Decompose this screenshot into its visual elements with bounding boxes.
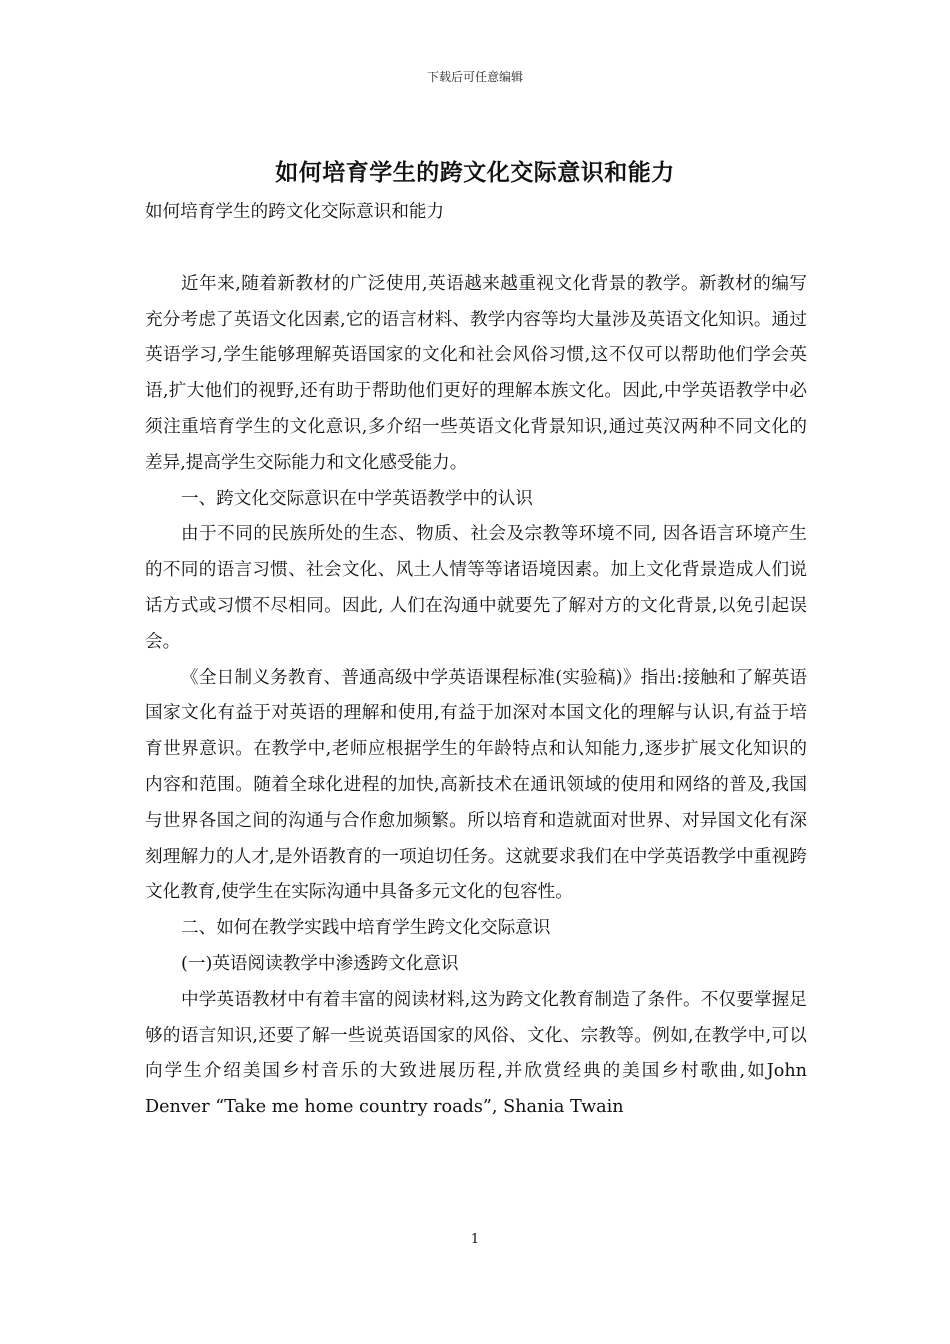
section-heading-2: 二、如何在教学实践中培育学生跨文化交际意识	[181, 918, 551, 939]
paragraph-section-1b: 《全日制义务教育、普通高级中学英语课程标准(实验稿)》指出:接触和了解英语国家文化有益于对英语的理解和使用,有益于加深对本国文化的理解与认识,有益于培育世界意识。在教学中,老师应根据学生的年龄特点和认知能力,逐步扩展文化知识的内容和范围。随着全球化进程的加快,高新技术在通讯领域的使用和网络的普及,我国与世界各国之间的沟通与合作愈加频繁。所以培育和造就面对世界、对异国文化有深刻理解力的人才,是外语教育的一项迫切任务。这就要求我们在中学英语教学中重视跨文化教育,使学生在实际沟通中具备多元文化的包容性。	[145, 667, 807, 903]
page-number: 1	[470, 1232, 480, 1247]
subsection-heading-2-1: (一)英语阅读教学中渗透跨文化意识	[181, 953, 459, 974]
document-title: 如何培育学生的跨文化交际意识和能力	[275, 159, 675, 186]
document-body	[145, 195, 807, 1126]
section-heading-1: 一、跨文化交际意识在中学英语教学中的认识	[181, 488, 533, 509]
document-subtitle: 如何培育学生的跨文化交际意识和能力	[145, 202, 445, 222]
paragraph-section-2a: 中学英语教材中有着丰富的阅读材料,这为跨文化教育制造了条件。不仅要掌握足够的语言知识,还要了解一些说英语国家的风俗、文化、宗教等。例如,在教学中,可以向学生介绍美国乡村音乐的大致进展历程,并欣赏经典的美国乡村歌曲,如John Denver “Take me home country roads”, Shania Twain	[145, 989, 807, 1118]
page-header: 下载后可任意编辑	[426, 70, 523, 84]
paragraph-section-1a: 由于不同的民族所处的生态、物质、社会及宗教等环境不同, 因各语言环境产生的不同的语言习惯、社会文化、风土人情等等诸语境因素。加上文化背景造成人们说话方式或习惯不尽相同。因此, 人们在沟通中就要先了解对方的文化背景,以免引起误会。	[145, 524, 807, 652]
paragraph-intro: 近年来,随着新教材的广泛使用,英语越来越重视文化背景的教学。新教材的编写充分考虑了英语文化因素,它的语言材料、教学内容等均大量涉及英语文化知识。通过英语学习,学生能够理解英语国家的文化和社会风俗习惯,这不仅可以帮助他们学会英语,扩大他们的视野,还有助于帮助他们更好的理解本族文化。因此,中学英语教学中必须注重培育学生的文化意识,多介绍一些英语文化背景知识,通过英汉两种不同文化的差异,提高学生交际能力和文化感受能力。	[145, 273, 807, 473]
